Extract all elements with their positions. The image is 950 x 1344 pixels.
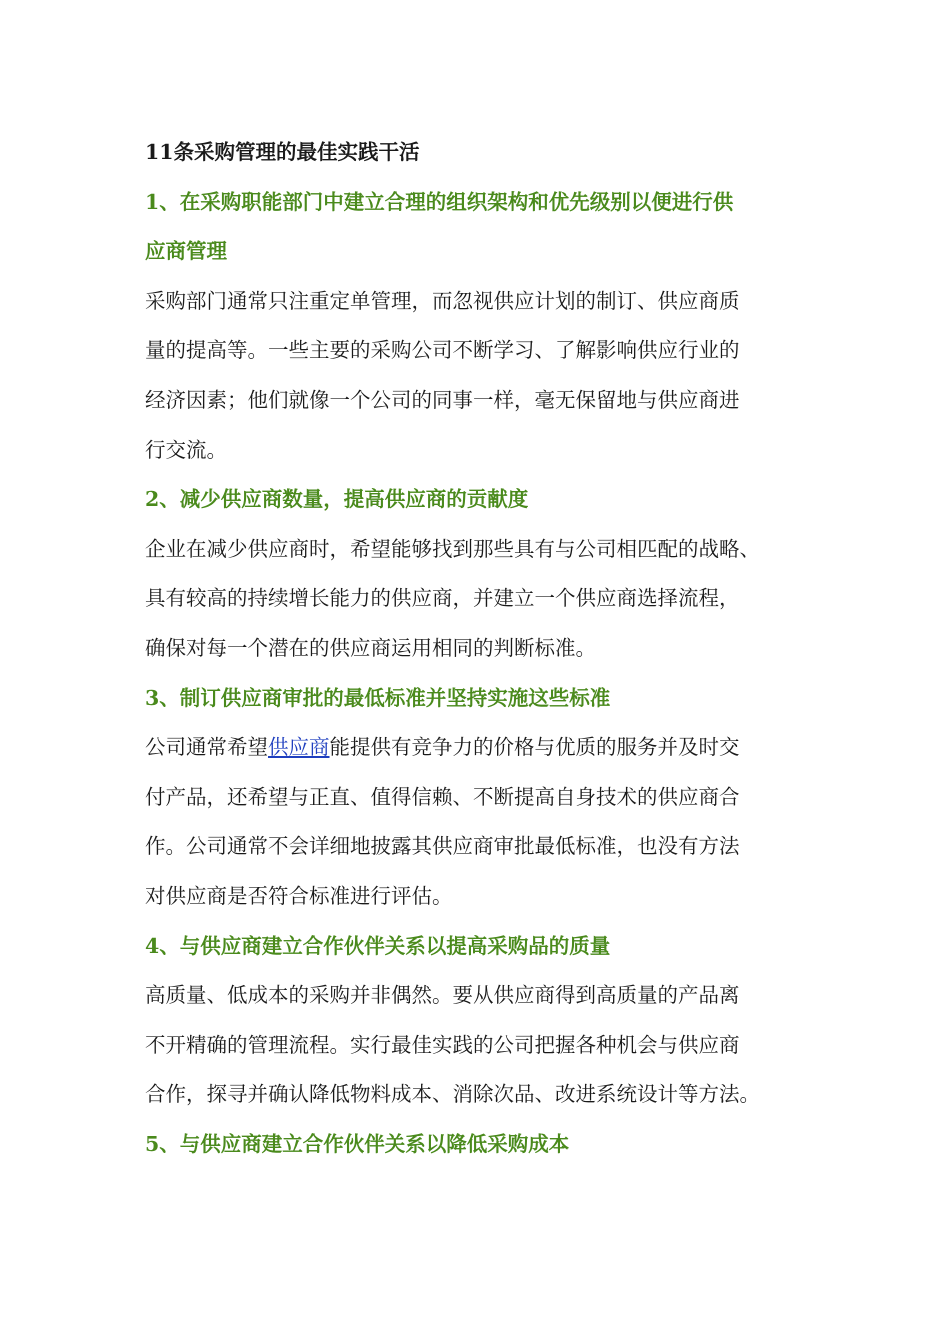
section-3-body-text-after-link: 能提供有竞争力的价格与优质的服务并及时交 — [329, 735, 740, 760]
section-3-heading: 3、制订供应商审批的最低标准并坚持实施这些标准 — [145, 685, 611, 710]
document-title: 11条采购管理的最佳实践干活 — [145, 140, 420, 164]
section-1-heading-line-2: 应商管理 — [145, 239, 227, 264]
section-4-body-line: 合作，探寻并确认降低物料成本、消除次品、改进系统设计等方法。 — [145, 1082, 760, 1107]
section-1-body-line: 量的提高等。一些主要的采购公司不断学习、了解影响供应行业的 — [145, 338, 740, 363]
section-1-body-line: 采购部门通常只注重定单管理，而忽视供应计划的制订、供应商质 — [145, 288, 740, 313]
section-4-body-line: 高质量、低成本的采购并非偶然。要从供应商得到高质量的产品离 — [145, 983, 740, 1008]
supplier-link[interactable]: 供应商 — [268, 735, 330, 760]
section-1-body-line: 经济因素；他们就像一个公司的同事一样，毫无保留地与供应商进 — [145, 387, 740, 412]
section-3-body-line: 作。公司通常不会详细地披露其供应商审批最低标准，也没有方法 — [145, 834, 740, 859]
section-4-body-line: 不开精确的管理流程。实行最佳实践的公司把握各种机会与供应商 — [145, 1032, 740, 1057]
document-page — [145, 128, 810, 1169]
section-2-body-line: 企业在减少供应商时，希望能够找到那些具有与公司相匹配的战略、 — [145, 536, 760, 561]
section-3-body-line-with-link — [145, 723, 810, 773]
section-3-body-line: 对供应商是否符合标准进行评估。 — [145, 883, 453, 908]
section-4-heading: 4、与供应商建立合作伙伴关系以提高采购品的质量 — [145, 933, 611, 958]
section-5-heading: 5、与供应商建立合作伙伴关系以降低采购成本 — [145, 1131, 570, 1156]
section-3-body-text-before-link: 公司通常希望 — [145, 735, 268, 760]
section-2-body-line: 具有较高的持续增长能力的供应商，并建立一个供应商选择流程， — [145, 586, 740, 611]
section-1-body-line: 行交流。 — [145, 437, 227, 462]
section-2-heading: 2、减少供应商数量，提高供应商的贡献度 — [145, 487, 529, 512]
section-3-body-line: 付产品，还希望与正直、值得信赖、不断提高自身技术的供应商合 — [145, 784, 740, 809]
section-1-heading-line-1: 1、在采购职能部门中建立合理的组织架构和优先级别以便进行供 — [145, 189, 734, 214]
section-2-body-line: 确保对每一个潜在的供应商运用相同的判断标准。 — [145, 635, 596, 660]
